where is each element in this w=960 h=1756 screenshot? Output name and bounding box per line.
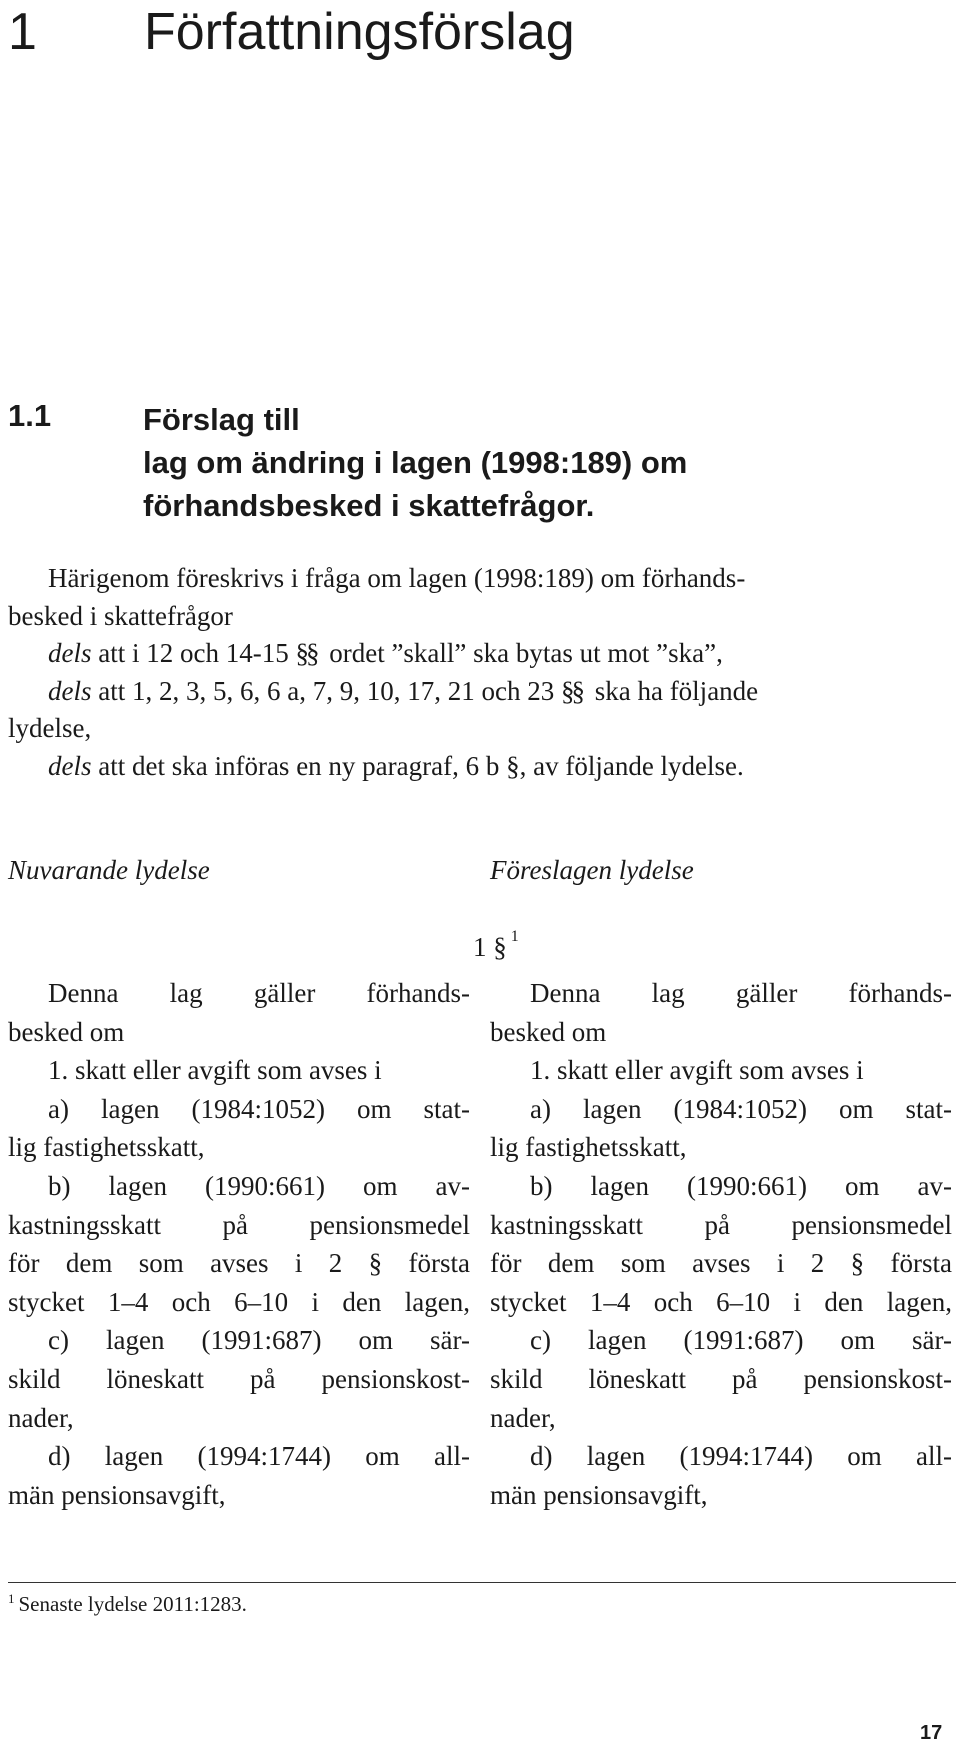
intro-line (8, 673, 956, 711)
text-line: a) lagen (1984:1052) om stat- (48, 1093, 470, 1124)
intro-text (8, 560, 956, 785)
intro-line: Härigenom föreskrivs i fråga om lagen (1998:189) om förhands- (48, 563, 746, 593)
section-symbol: § (850, 1248, 865, 1279)
footnote-text: Senaste lydelse 2011:1283. (18, 1592, 247, 1616)
intro-fragment: ska ha följande (594, 675, 759, 706)
text-line: lig fastighetsskatt, (8, 1132, 205, 1163)
text-line: stycket 1–4 och 6–10 i den lagen, (490, 1286, 952, 1317)
text-line (490, 1244, 952, 1283)
intro-line (8, 635, 956, 673)
proposed-wording-column (490, 974, 952, 1514)
text-fragment: för dem som avses i 2 (490, 1248, 825, 1279)
text-line (8, 1244, 470, 1283)
text-line: b) lagen (1990:661) om av- (530, 1170, 952, 1201)
intro-fragment: ordet ”skall” ska bytas ut mot ”ska”, (329, 638, 723, 668)
text-fragment: första (890, 1248, 953, 1279)
text-line: 1. skatt eller avgift som avses i (530, 1055, 864, 1086)
chapter-number: 1 (8, 3, 37, 61)
footnote-reference: 1 (510, 928, 519, 945)
intro-line: lydelse, (8, 713, 92, 743)
footnote (8, 1592, 247, 1617)
intro-line: besked i skattefrågor (8, 600, 233, 631)
section-symbol: § (368, 1248, 383, 1279)
current-wording-heading: Nuvarande lydelse (8, 855, 210, 885)
text-line: stycket 1–4 och 6–10 i den lagen, (8, 1286, 470, 1317)
intro-fragment: att 1, 2, 3, 5, 6, 6 a, 7, 9, 10, 17, 21 och 23 (98, 675, 555, 706)
dels-word: dels (48, 675, 92, 706)
text-line: besked om (8, 1016, 125, 1047)
section-symbol: § (493, 932, 507, 962)
text-line: män pensionsavgift, (490, 1479, 708, 1510)
paragraph-mark (473, 928, 519, 963)
text-line: nader, (8, 1402, 74, 1433)
text-line: Denna lag gäller förhands- (48, 978, 470, 1008)
text-line: d) lagen (1994:1744) om all- (48, 1441, 470, 1472)
text-line: lig fastighetsskatt, (490, 1132, 687, 1163)
page-number: 17 (920, 1722, 943, 1744)
section-symbol: §§ (295, 638, 317, 668)
text-line: skild löneskatt på pensionskost- (8, 1363, 470, 1394)
intro-line (8, 748, 956, 786)
dels-word: dels (48, 750, 92, 781)
text-line: b) lagen (1990:661) om av- (48, 1170, 470, 1201)
text-line: skild löneskatt på pensionskost- (490, 1363, 952, 1394)
text-line: c) lagen (1991:687) om sär- (48, 1325, 470, 1356)
text-line: c) lagen (1991:687) om sär- (530, 1325, 952, 1356)
text-line: kastningsskatt på pensionsmedel (8, 1209, 470, 1240)
text-line: Denna lag gäller förhands- (530, 978, 952, 1008)
text-fragment: för dem som avses i 2 (8, 1248, 343, 1279)
text-line: 1. skatt eller avgift som avses i (48, 1055, 382, 1086)
section-title-line: förhandsbesked i skattefrågor. (143, 488, 595, 523)
section-title-line: lag om ändring i lagen (1998:189) om (143, 445, 688, 480)
text-line: d) lagen (1994:1744) om all- (530, 1441, 952, 1472)
text-line: kastningsskatt på pensionsmedel (490, 1209, 952, 1240)
section-symbol: § (506, 750, 520, 781)
proposed-wording-heading: Föreslagen lydelse (490, 855, 694, 885)
section-symbol: §§ (560, 675, 582, 706)
current-wording-column (8, 974, 470, 1514)
section-number: 1.1 (8, 398, 52, 433)
intro-fragment: , av följande lydelse. (519, 750, 744, 781)
paragraph-number: 1 (473, 932, 487, 962)
text-line: nader, (490, 1402, 556, 1433)
footnote-divider (8, 1582, 956, 1583)
dels-word: dels (48, 638, 92, 668)
intro-fragment: att det ska införas en ny paragraf, 6 b (98, 750, 500, 781)
text-line: a) lagen (1984:1052) om stat- (530, 1093, 952, 1124)
text-fragment: första (408, 1248, 471, 1279)
text-line: män pensionsavgift, (8, 1479, 226, 1510)
chapter-title: Författningsförslag (144, 3, 575, 61)
footnote-marker: 1 (8, 1591, 15, 1606)
section-title-line: Förslag till (143, 402, 300, 437)
text-line: besked om (490, 1016, 607, 1047)
intro-fragment: att i 12 och 14-15 (98, 638, 289, 668)
section-title (143, 398, 903, 527)
